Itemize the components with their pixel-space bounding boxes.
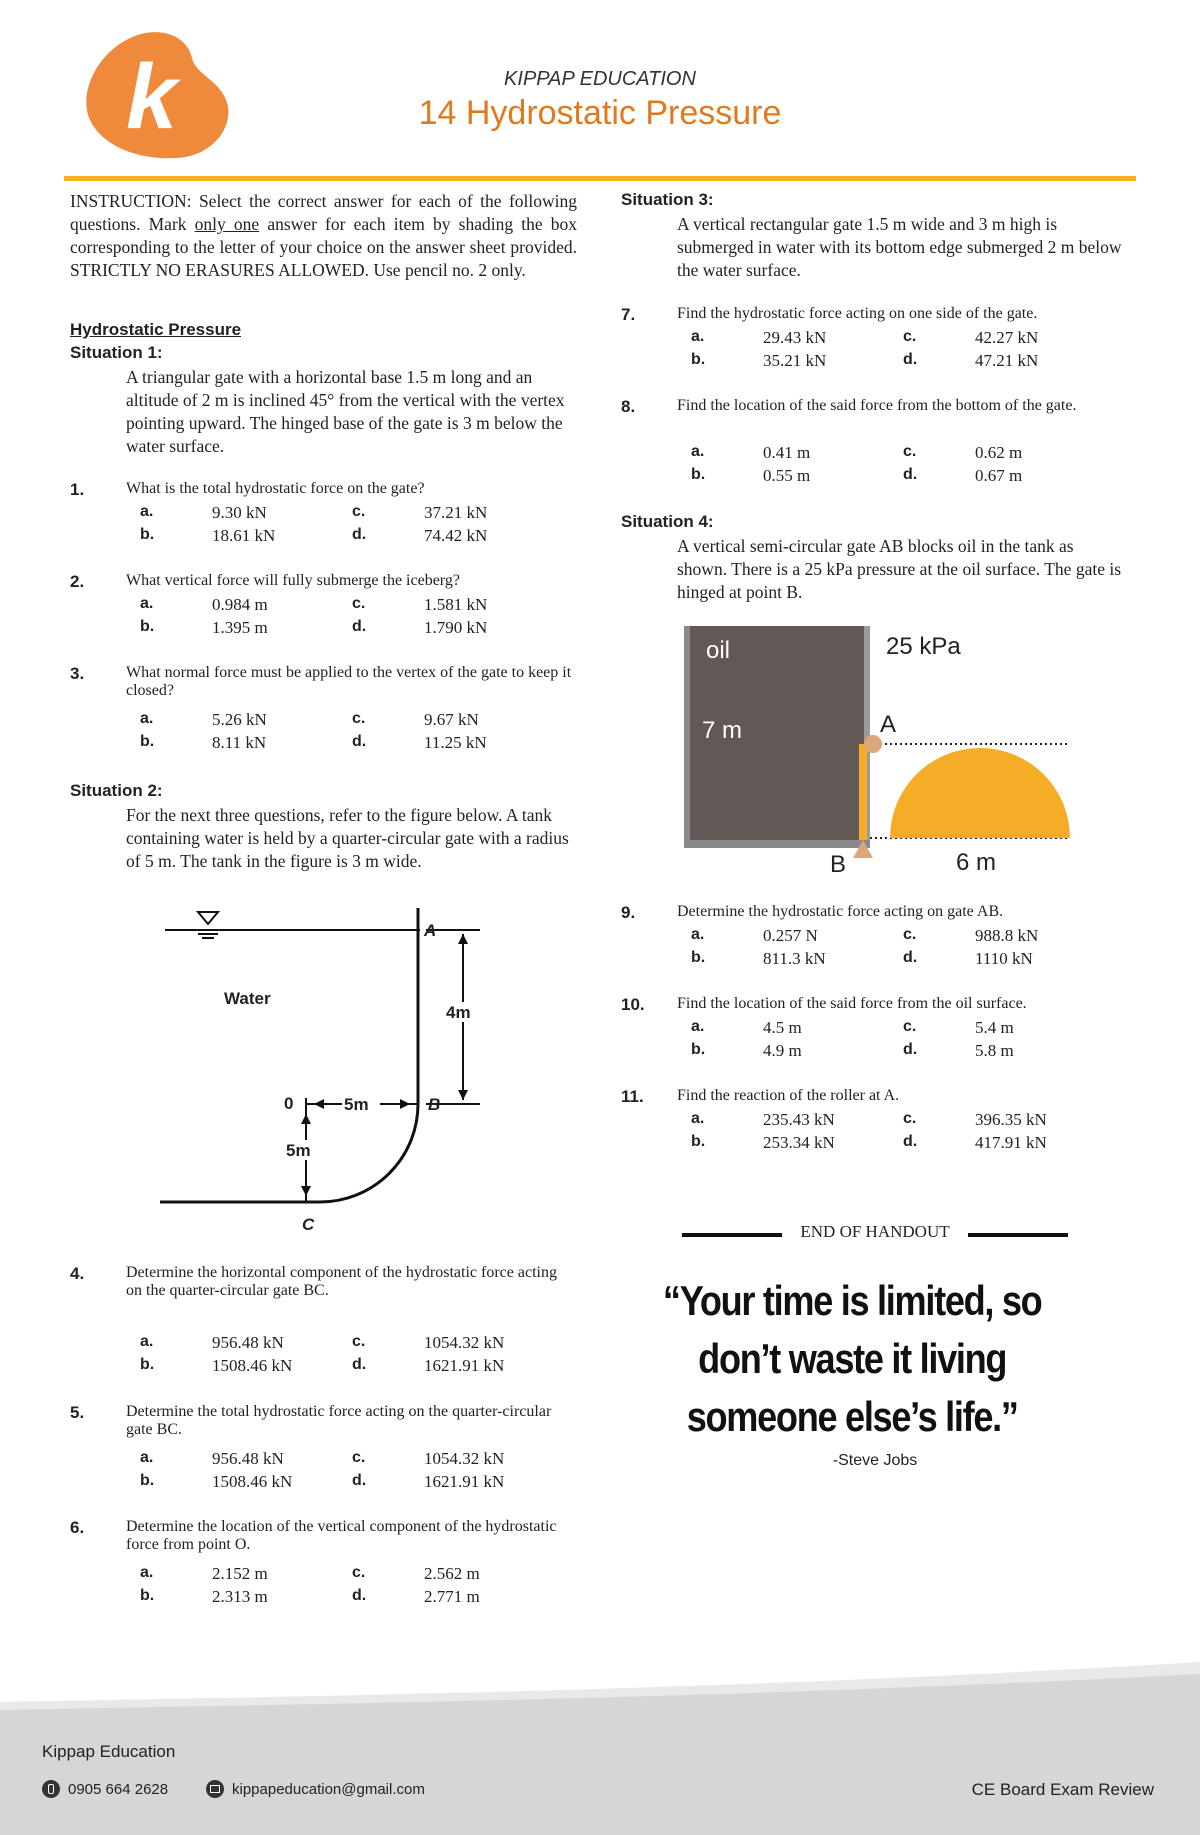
water-label: Water [224, 989, 271, 1008]
situation-3-heading: Situation 3: [621, 190, 714, 209]
footer-background [0, 1662, 1200, 1835]
situation-2-text: For the next three questions, refer to the figure below. A tank containing water is held by a quarter-circular gate with a radius of 5 m. The tank in the figure is 3 m wide. [126, 805, 569, 871]
end-of-handout [682, 1222, 1068, 1242]
semicircular-gate-figure [680, 618, 1080, 878]
point-o-label: 0 [284, 1094, 294, 1113]
end-line-left [682, 1233, 782, 1237]
question-1: 1. What is the total hydrostatic force on the gate? a. 9.30 kN c. 37.21 kN b. 18.61 kN d. 74.42 kN [70, 480, 488, 545]
height-dim-label: 4m [446, 1003, 471, 1022]
question-6: 6. Determine the location of the vertical component of the hydrostatic force from point O. a. 2.152 m c. 2.562 m b. 2.313 m d. 2.771 m [70, 1518, 557, 1606]
instruction-text: INSTRUCTION: Select the correct answer for each of the following questions. Mark only one answer for each item by shading the box corresponding to the letter of your choice on the answer sheet provided. STRICTLY NO ERASURES ALLOWED. Use pencil no. 2 only. [70, 191, 577, 280]
logo-letter: k [126, 46, 178, 148]
question-3: 3. What normal force must be applied to the vertex of the gate to keep it closed? a. 5.26 kN c. 9.67 kN b. 8.11 kN d. 11.25 kN [70, 664, 572, 752]
oil-label: oil [706, 637, 731, 664]
point-b-label: B [428, 1095, 441, 1114]
point-a-label: A [424, 921, 437, 940]
end-line-right [968, 1233, 1068, 1237]
phone-number: 0905 664 2628 [68, 1780, 169, 1798]
situation-4-heading: Situation 4: [621, 512, 714, 531]
situation-1-heading: Situation 1: [70, 343, 163, 362]
kippap-logo [82, 28, 230, 160]
depth-label: 7 m [702, 717, 743, 744]
footer-email[interactable] [206, 1780, 425, 1798]
footer-right-label: CE Board Exam Review [971, 1780, 1154, 1799]
page-title: 14 Hydrostatic Pressure [418, 94, 782, 132]
gate-point-b-label: B [830, 851, 847, 878]
situation-4-text: A vertical semi-circular gate AB blocks oil in the tank as shown. There is a 25 kPa pressure at the oil surface. The gate is hinged at point B. [677, 536, 1122, 602]
radius-vertical-label: 5m [286, 1141, 311, 1160]
question-9: 9. Determine the hydrostatic force acting on gate AB. a. 0.257 N c. 988.8 kN b. 811.3 kN d. 1110 kN [621, 903, 1039, 968]
footer-org: Kippap Education [42, 1742, 176, 1761]
situation-3-text: A vertical rectangular gate 1.5 m wide and 3 m high is submerged in water with its bottom edge submerged 2 m below the water surface. [677, 214, 1122, 280]
question-7: 7. Find the hydrostatic force acting on one side of the gate. a. 29.43 kN c. 42.27 kN b. 35.21 kN d. 47.21 kN [621, 305, 1039, 370]
quarter-gate-figure [160, 900, 500, 1240]
radius-horizontal-label: 5m [344, 1095, 369, 1114]
brand-name: KIPPAP EDUCATION [504, 68, 696, 90]
question-11: 11. Find the reaction of the roller at A. a. 235.43 kN c. 396.35 kN b. 253.34 kN d. 417.91 kN [621, 1087, 1047, 1152]
email-address: kippapeducation@gmail.com [232, 1780, 425, 1798]
situation-1-text: A triangular gate with a horizontal base 1.5 m long and an altitude of 2 m is inclined 45° from the vertical with the vertex pointing upward. The hinged base of the gate is 3 m below the water surface. [126, 367, 565, 456]
phone-icon [42, 1780, 60, 1798]
question-8: 8. Find the location of the said force from the bottom of the gate. a. 0.41 m c. 0.62 m b. 0.55 m d. 0.67 m [621, 397, 1077, 485]
header-rule [64, 176, 1136, 181]
pressure-label: 25 kPa [886, 633, 961, 660]
question-5: 5. Determine the total hydrostatic force acting on the quarter-circular gate BC. a. 956.48 kN c. 1054.32 kN b. 1508.46 kN d. 1621.91 kN [70, 1403, 552, 1491]
point-c-label: C [302, 1215, 315, 1234]
gate-width-label: 6 m [956, 849, 997, 876]
question-2: 2. What vertical force will fully submerge the iceberg? a. 0.984 m c. 1.581 kN b. 1.395 m d. 1.790 kN [70, 572, 488, 637]
situation-2-heading: Situation 2: [70, 781, 163, 800]
quote-text: “Your time is limited, so don’t waste it living someone else’s life.” [662, 1277, 1042, 1440]
end-label: END OF HANDOUT [800, 1222, 950, 1241]
gate-point-a-label: A [880, 711, 897, 738]
question-10: 10. Find the location of the said force from the oil surface. a. 4.5 m c. 5.4 m b. 4.9 m d. 5.8 m [621, 995, 1027, 1060]
section-heading: Hydrostatic Pressure [70, 320, 242, 339]
footer-phone [42, 1780, 168, 1798]
email-icon [206, 1780, 224, 1798]
question-4: 4. Determine the horizontal component of the hydrostatic force acting on the quarter-circular gate BC. a. 956.48 kN c. 1054.32 kN b. 1508.46 kN d. 1621.91 kN [70, 1264, 557, 1375]
quote-author: -Steve Jobs [832, 1452, 918, 1469]
